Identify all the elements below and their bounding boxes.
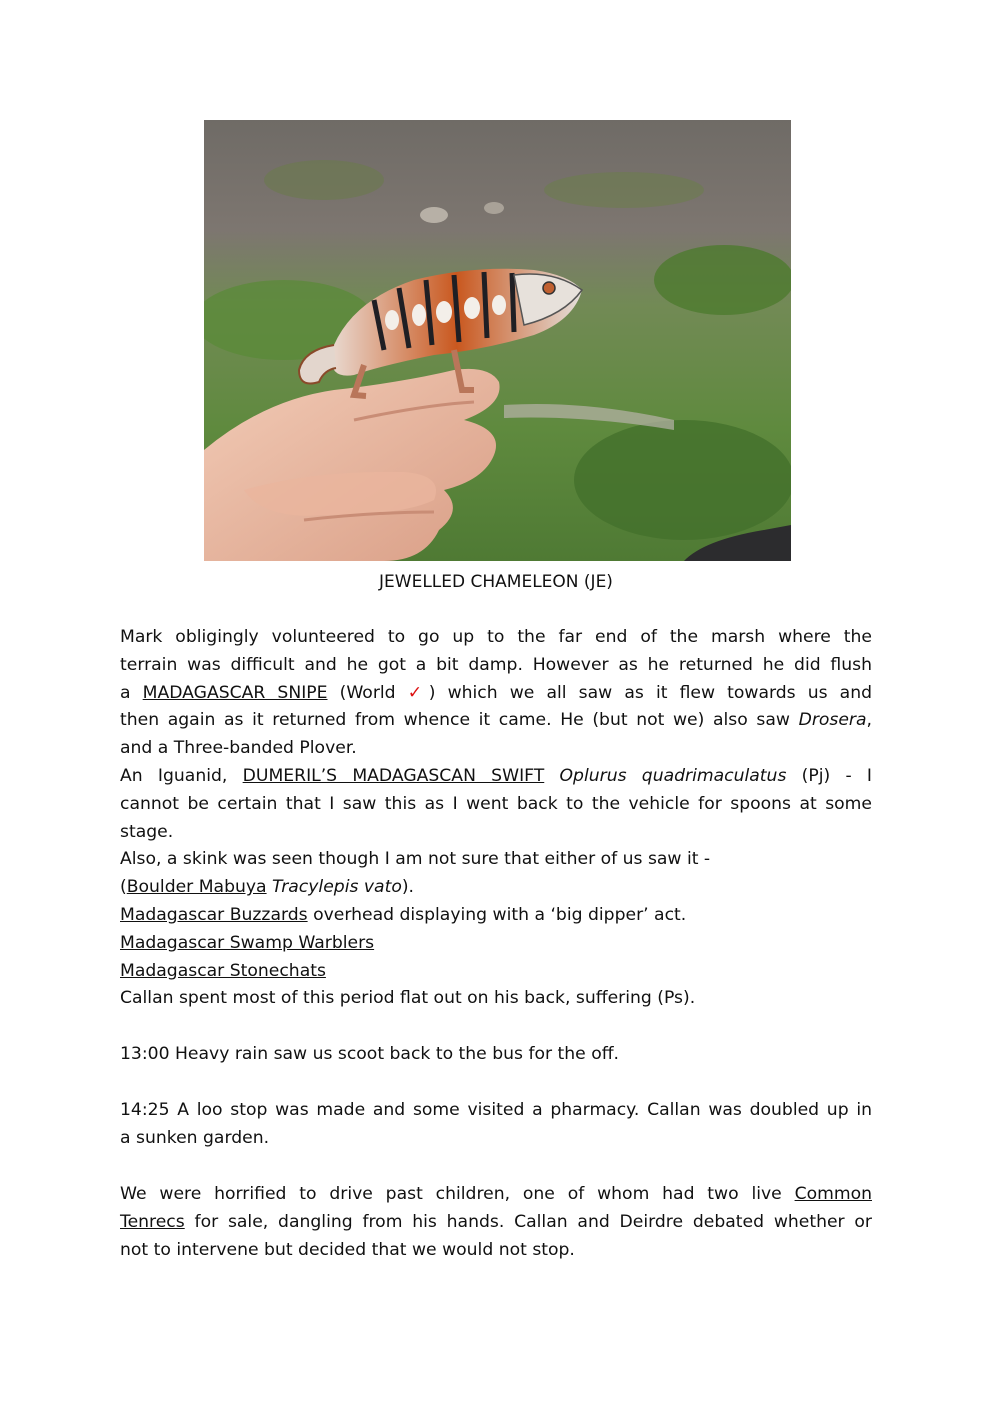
figure-caption: JEWELLED CHAMELEON (JE): [379, 572, 613, 592]
species-tracylepis: Tracylepis vato: [272, 877, 402, 898]
species-swamp-warblers: Madagascar Swamp Warblers: [120, 932, 375, 953]
text-line: and a Three-banded Plover.: [120, 738, 357, 759]
text-line: [120, 1181, 872, 1209]
text-line: Mark obligingly volunteered to go up to the far end of the marsh where the: [120, 627, 872, 647]
text-line: [120, 1209, 872, 1237]
text-line: 13:00 Heavy rain saw us scoot back to the bus for the off.: [120, 1044, 620, 1064]
text-line: [120, 763, 872, 791]
body-paragraph-rain: [120, 1041, 872, 1069]
text-span: ).: [401, 877, 415, 898]
species-drosera: Drosera: [798, 710, 867, 731]
text-span: ,: [866, 710, 872, 731]
text-span: (World: [327, 682, 408, 703]
text-span: An Iguanid,: [120, 765, 243, 786]
text-line: stage.: [120, 821, 174, 842]
species-boulder-mabuya: Boulder Mabuya: [126, 877, 267, 898]
text-span: (: [120, 877, 127, 898]
text-line: [120, 958, 872, 986]
text-span: a: [120, 682, 143, 703]
text-span: We were horrified to drive past children, one of whom had two live: [120, 1184, 795, 1204]
species-dumerils-swift: DUMERIL’S MADAGASCAN SWIFT: [242, 765, 545, 786]
text-span: (Pj) - I: [786, 765, 873, 786]
text-line: [120, 707, 872, 735]
text-line: cannot be certain that I saw this as I went back to the vehicle for spoons at some: [120, 793, 872, 814]
body-paragraph-loo-stop: [120, 1097, 872, 1153]
species-madagascar-buzzards: Madagascar Buzzards: [120, 904, 308, 925]
species-common-tenrecs-2: Tenrecs: [120, 1211, 185, 1232]
text-line: [120, 680, 872, 708]
text-line: terrain was difficult and he got a bit damp. However as he returned he did flush: [120, 654, 872, 675]
chameleon-photo: [204, 120, 791, 561]
species-madagascar-snipe: MADAGASCAR SNIPE: [142, 682, 328, 703]
body-paragraph-tenrecs: [120, 1181, 872, 1264]
text-span: for sale, dangling from his hands. Callan and Deirdre debated whether or: [184, 1211, 872, 1232]
text-line: Also, a skink was seen though I am not sure that either of us saw it -: [120, 849, 711, 870]
text-line: a sunken garden.: [120, 1127, 270, 1148]
species-stonechats: Madagascar Stonechats: [120, 960, 326, 981]
species-common-tenrecs-1: Common: [794, 1184, 872, 1204]
species-oplurus: Oplurus quadrimaculatus: [559, 765, 787, 786]
text-span: [544, 766, 559, 786]
text-span: overhead displaying with a ‘big dipper’ act.: [307, 904, 687, 925]
text-line: [120, 874, 872, 902]
text-line: not to intervene but decided that we would not stop.: [120, 1239, 575, 1260]
text-span: then again as it returned from whence it came. He (but not we) also saw: [120, 710, 799, 731]
checkmark-icon: ✓: [407, 682, 429, 703]
text-span: ) which we all saw as it flew towards us and: [428, 682, 873, 703]
text-line: [120, 930, 872, 958]
text-line: [120, 902, 872, 930]
text-line: 14:25 A loo stop was made and some visited a pharmacy. Callan was doubled up in: [120, 1100, 872, 1120]
text-line: Callan spent most of this period flat out on his back, suffering (Ps).: [120, 988, 696, 1009]
body-paragraph-marsh: [120, 624, 872, 1013]
